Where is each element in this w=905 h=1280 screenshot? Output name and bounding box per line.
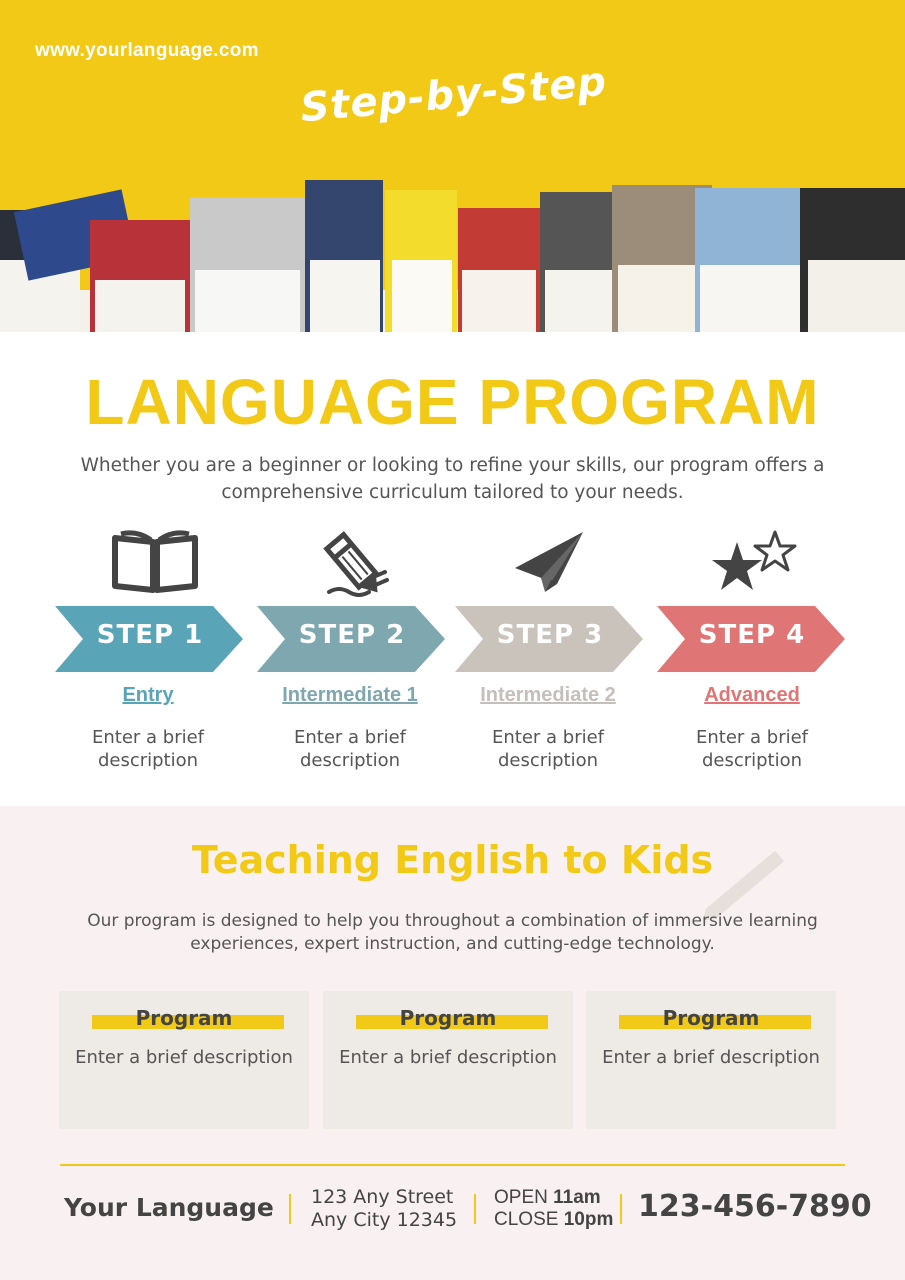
program-card-description: Enter a brief description <box>75 1047 293 1068</box>
close-time: 10pm <box>563 1209 614 1230</box>
address-line-1: 123 Any Street <box>311 1186 454 1208</box>
step-1-label: STEP 1 <box>96 620 204 650</box>
step-2-name[interactable]: Intermediate 1 <box>282 684 418 706</box>
step-4-label: STEP 4 <box>698 620 806 650</box>
paper-plane-icon <box>505 520 605 600</box>
step-4-name[interactable]: Advanced <box>704 684 800 706</box>
step-4-description: Enter a brief description <box>695 727 809 771</box>
open-label: OPEN <box>494 1187 548 1208</box>
program-card-title: Program <box>662 1006 760 1030</box>
step-4 <box>657 520 857 780</box>
books-photo <box>0 170 905 332</box>
step-3-label: STEP 3 <box>496 620 604 650</box>
program-card-title: Program <box>135 1006 233 1030</box>
open-book-icon <box>105 520 205 600</box>
open-time: 11am <box>553 1187 601 1208</box>
footer-divider <box>60 1164 845 1166</box>
footer-separator <box>289 1194 291 1224</box>
step-2-description: Enter a brief description <box>293 727 407 771</box>
step-1-description: Enter a brief description <box>91 727 205 771</box>
step-2-label: STEP 2 <box>298 620 406 650</box>
opening-hours <box>494 1187 613 1231</box>
brand-name: Your Language <box>64 1193 274 1222</box>
program-card-3 <box>586 991 836 1129</box>
tagline: Step-by-Step <box>298 58 609 132</box>
website-url[interactable]: www.yourlanguage.com <box>35 40 259 61</box>
stars-icon <box>707 520 807 600</box>
kids-section-title: Teaching English to Kids <box>191 838 714 882</box>
address <box>311 1186 457 1232</box>
close-label: CLOSE <box>494 1209 559 1230</box>
program-card-description: Enter a brief description <box>602 1047 820 1068</box>
intro-text: Whether you are a beginner or looking to refine your skills, our program offers a comprehensive curriculum tailored to your needs. <box>80 455 825 503</box>
program-card-title: Program <box>399 1006 497 1030</box>
phone-number[interactable]: 123-456-7890 <box>638 1189 872 1224</box>
address-line-2: Any City 12345 <box>311 1209 458 1231</box>
step-3-name[interactable]: Intermediate 2 <box>480 684 616 706</box>
footer-separator <box>620 1194 622 1224</box>
pencil-writing-icon <box>307 520 407 600</box>
kids-section-text: Our program is designed to help you throughout a combination of immersive learning experiences, expert instruction, and cutting-edge technology. <box>87 911 818 954</box>
footer-separator <box>474 1194 476 1224</box>
program-card-description: Enter a brief description <box>339 1047 557 1068</box>
step-1 <box>55 520 255 780</box>
hero-banner <box>0 0 905 332</box>
step-1-name[interactable]: Entry <box>122 684 174 706</box>
program-card-1 <box>59 991 309 1129</box>
program-card-2 <box>323 991 573 1129</box>
step-3 <box>455 520 655 780</box>
step-2 <box>257 520 457 780</box>
page-title: LANGUAGE PROGRAM <box>85 366 820 438</box>
step-3-description: Enter a brief description <box>491 727 605 771</box>
